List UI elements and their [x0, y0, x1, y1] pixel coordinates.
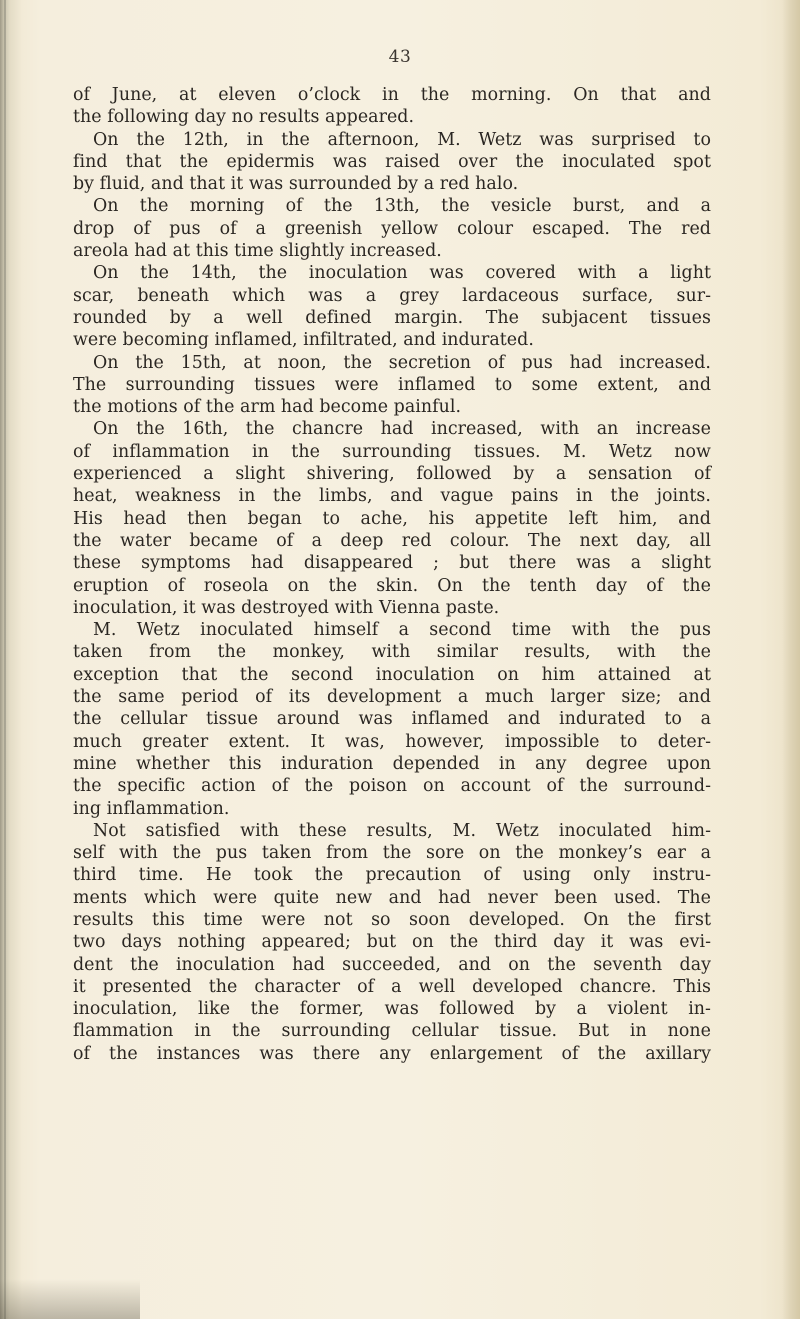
- text-line: eruption of roseola on the skin. On the tenth day of the: [73, 575, 711, 596]
- text-line: On the 16th, the chancre had increased, with an increase: [93, 419, 711, 440]
- text-line: exception that the second inoculation on him attained at: [73, 664, 711, 685]
- text-line: scar, beneath which was a grey lardaceous surface, sur-: [73, 285, 711, 306]
- text-line: dent the inoculation had succeeded, and on the seventh day: [73, 954, 711, 975]
- text-line: results this time were not so soon developed. On the first: [73, 909, 711, 930]
- text-line: drop of pus of a greenish yellow colour escaped. The red: [73, 218, 711, 239]
- text-line: of the instances was there any enlargement of the axillary: [73, 1043, 711, 1064]
- text-line: two days nothing appeared; but on the third day it was evi-: [73, 932, 711, 953]
- text-line: rounded by a well defined margin. The subjacent tissues: [73, 307, 711, 328]
- text-line: were becoming inflamed, infiltrated, and indurated.: [73, 330, 534, 351]
- text-line: the motions of the arm had become painful.: [73, 397, 462, 418]
- text-line: self with the pus taken from the sore on the monkey’s ear a: [73, 843, 711, 864]
- page-outer-edge: [782, 0, 800, 1319]
- text-line: the following day no results appeared.: [73, 107, 415, 128]
- text-line: On the 12th, in the afternoon, M. Wetz was surprised to: [93, 129, 711, 150]
- text-line: inoculation, it was destroyed with Vienna paste.: [73, 597, 500, 618]
- text-line: The surrounding tissues were inflamed to some extent, and: [73, 374, 711, 395]
- text-line: the specific action of the poison on account of the surround-: [73, 776, 711, 797]
- text-line: On the 14th, the inoculation was covered with a light: [93, 263, 711, 284]
- text-line: On the morning of the 13th, the vesicle burst, and a: [93, 196, 711, 217]
- binding-shadow-line: [4, 0, 6, 1319]
- text-line: heat, weakness in the limbs, and vague pains in the joints.: [73, 486, 711, 507]
- page-number: 43: [388, 47, 412, 67]
- text-line: mine whether this induration depended in any degree upon: [73, 753, 711, 774]
- text-line: it presented the character of a well developed chancre. This: [73, 976, 711, 997]
- text-line: by fluid, and that it was surrounded by a red halo.: [73, 174, 519, 195]
- text-line: ments which were quite new and had never been used. The: [73, 887, 711, 908]
- text-line: much greater extent. It was, however, impossible to deter-: [73, 731, 711, 752]
- text-line: third time. He took the precaution of using only instru-: [73, 865, 711, 886]
- text-line: taken from the monkey, with similar results, with the: [73, 642, 711, 663]
- text-line: Not satisfied with these results, M. Wetz inoculated him-: [93, 820, 711, 841]
- text-line: On the 15th, at noon, the secretion of pus had increased.: [93, 352, 711, 373]
- text-line: of inflammation in the surrounding tissues. M. Wetz now: [73, 441, 711, 462]
- text-line: inoculation, like the former, was followed by a violent in-: [73, 999, 711, 1020]
- text-line: areola had at this time slightly increased.: [73, 241, 442, 262]
- corner-shadow: [0, 1279, 140, 1319]
- body-text: [73, 84, 711, 1065]
- text-line: of June, at eleven o’clock in the morning. On that and: [73, 85, 711, 105]
- text-line: flammation in the surrounding cellular tissue. But in none: [73, 1021, 711, 1042]
- text-line: the cellular tissue around was inflamed and indurated to a: [73, 709, 711, 730]
- text-line: M. Wetz inoculated himself a second time with the pus: [93, 620, 711, 641]
- text-line: the same period of its development a much larger size; and: [73, 687, 711, 708]
- text-line: these symptoms had disappeared ; but there was a slight: [73, 553, 711, 574]
- text-line: experienced a slight shivering, followed by a sensation of: [73, 464, 711, 485]
- text-line: find that the epidermis was raised over the inoculated spot: [73, 151, 711, 172]
- text-line: the water became of a deep red colour. The next day, all: [73, 530, 711, 551]
- text-line: His head then began to ache, his appetite left him, and: [73, 508, 711, 529]
- text-line: ing inflammation.: [73, 798, 230, 819]
